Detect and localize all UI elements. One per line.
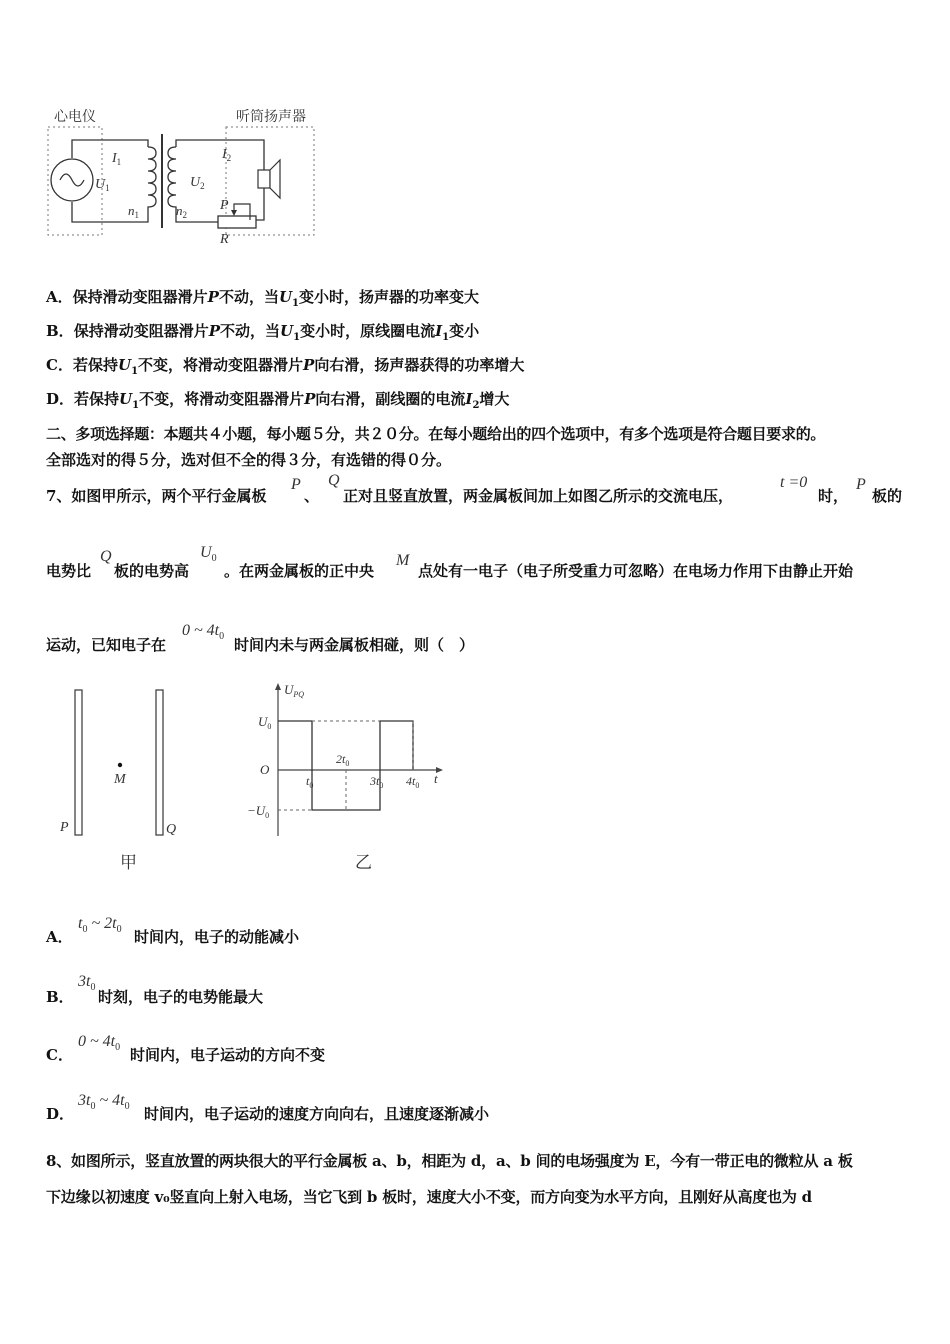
caption-jia: 甲 (120, 853, 137, 873)
q7-var-P2: P (856, 476, 866, 493)
plate-P (75, 690, 82, 835)
q7-var-M: M (396, 552, 410, 569)
y-axis-label: $U_{PQ}$ (284, 682, 305, 699)
speaker-icon (258, 170, 270, 188)
speaker-wire (256, 188, 264, 220)
label-origin: O (260, 762, 270, 777)
t-axis-label: t (434, 771, 438, 786)
section2-heading-line2: 全部选对的得５分，选对但不全的得３分，有选错的得０分。 (46, 451, 452, 469)
label-I2: $I_2$ (222, 147, 232, 163)
slider-arrow-icon (231, 210, 237, 216)
secondary-coil (168, 147, 176, 213)
q7-option-a-text: 时间内，电子的动能减小 (134, 928, 300, 946)
q7-option-d-math: $3t_0$ ~ $4t_0$ (78, 1092, 130, 1113)
q7-stem-line2a: 电势比 (46, 562, 92, 580)
q7-var-Q: Q (328, 472, 340, 489)
q7-option-b-math: $3t_0$ (78, 973, 96, 994)
y-axis-arrow-icon (275, 683, 281, 690)
q7-option-d-letter: D． (46, 1105, 75, 1123)
label-n1: $n_1$ (128, 203, 139, 220)
label-plate-P: P (60, 820, 69, 835)
label-U2: $U_2$ (190, 175, 205, 191)
label-P: P (220, 198, 229, 213)
q7-sep: 、 (304, 487, 320, 505)
q7-stem-line1d: 板的 (872, 487, 903, 505)
figure-yi-voltage-graph (240, 680, 460, 880)
q7-option-b-letter: B． (46, 988, 74, 1006)
speaker-device-label: 听筒扬声器 (236, 109, 306, 125)
speaker-cone-icon (270, 160, 280, 198)
label-I1: $I_1$ (112, 151, 122, 167)
q7-var-range: 0 ~ $4t_0$ (182, 622, 225, 643)
q7-option-a-math: $t_0$ ~ $2t_0$ (78, 915, 122, 936)
label-negU0: $-U_0$ (247, 803, 270, 820)
q7-option-c-math: 0 ~ $4t_0$ (78, 1033, 121, 1054)
ecg-device-label: 心电仪 (54, 109, 96, 125)
primary-wire (72, 140, 148, 158)
q7-stem-line2d: 点处有一电子（电子所受重力可忽略）在电场力作用下由静止开始 (418, 562, 854, 580)
q7-option-b-text: 时刻，电子的电势能最大 (98, 988, 264, 1006)
q7-option-d[interactable] (46, 1092, 566, 1132)
primary-coil (148, 147, 156, 213)
q7-var-P: P (291, 476, 301, 493)
tick-3t0: $3t_0$ (370, 774, 384, 790)
q7-option-c[interactable] (46, 1033, 446, 1073)
q6-option-c[interactable]: C．若保持$U_1$不变，将滑动变阻器滑片P向右滑，扬声器获得的功率增大 (46, 356, 525, 377)
label-n2: $n_2$ (176, 203, 187, 220)
secondary-wire-top (176, 140, 264, 170)
q7-stem-line1: 7、如图甲所示，两个平行金属板 (46, 487, 267, 505)
q7-option-c-text: 时间内，电子运动的方向不变 (130, 1046, 326, 1064)
section2-heading-line1: 二、多项选择题：本题共４小题，每小题５分，共２０分。在每小题给出的四个选项中，有多个选项是符合题目要求的。 (46, 425, 826, 443)
tick-4t0: $4t_0$ (406, 774, 420, 790)
q7-stem-line3a: 运动，已知电子在 (46, 636, 167, 654)
q7-option-a-letter: A． (46, 928, 73, 946)
caption-yi: 乙 (355, 853, 372, 873)
q7-var-t0: t =0 (780, 474, 808, 491)
q7-stem-line3b: 时间内未与两金属板相碰，则（ ） (234, 636, 475, 654)
transformer-circuit-diagram (40, 100, 330, 250)
q7-option-d-text: 时间内，电子运动的速度方向向右，且速度逐渐减小 (144, 1105, 490, 1123)
q6-option-a[interactable]: A．保持滑动变阻器滑片P不动，当$U_1$变小时，扬声器的功率变大 (46, 288, 480, 309)
q7-stem-line1b: 正对且竖直放置，两金属板间加上如图乙所示的交流电压， (343, 487, 734, 505)
q7-stem-line1c: 时， (818, 487, 849, 505)
label-U0: $U_0$ (258, 714, 272, 731)
tick-t0: $t_0$ (306, 774, 314, 790)
label-M: M (114, 772, 126, 787)
q7-var-Q2: Q (100, 548, 112, 565)
q8-stem-line1: 8、如图所示，竖直放置的两块很大的平行金属板 a、b，相距为 d，a、b 间的电场强度为 E，今有一带正电的微粒从 a 板 (46, 1152, 853, 1170)
point-M (118, 763, 122, 767)
plate-Q (156, 690, 163, 835)
figure-jia-plates (50, 680, 210, 880)
label-R: R (220, 232, 229, 247)
label-plate-Q: Q (166, 822, 177, 837)
label-U1: $U_1$ (95, 177, 110, 193)
q7-stem-line2b: 板的电势高 (114, 562, 190, 580)
q7-var-U0: $U_0$ (200, 544, 217, 565)
q6-option-d[interactable]: D．若保持$U_1$不变，将滑动变阻器滑片P向右滑，副线圈的电流$I_2$增大 (46, 390, 510, 411)
tick-2t0: $2t_0$ (336, 752, 350, 768)
q7-option-c-letter: C． (46, 1046, 73, 1064)
q7-option-b[interactable] (46, 973, 446, 1013)
q7-stem-line2c: 。在两金属板的正中央 (224, 562, 375, 580)
q7-option-a[interactable] (46, 915, 446, 955)
q6-option-b[interactable]: B．保持滑动变阻器滑片P不动，当$U_1$变小时，原线圈电流$I_1$变小 (46, 322, 480, 343)
q8-stem-line2: 下边缘以初速度 v₀竖直向上射入电场，当它飞到 b 板时，速度大小不变，而方向变为水平方向，且刚好从高度也为 d (46, 1188, 812, 1206)
